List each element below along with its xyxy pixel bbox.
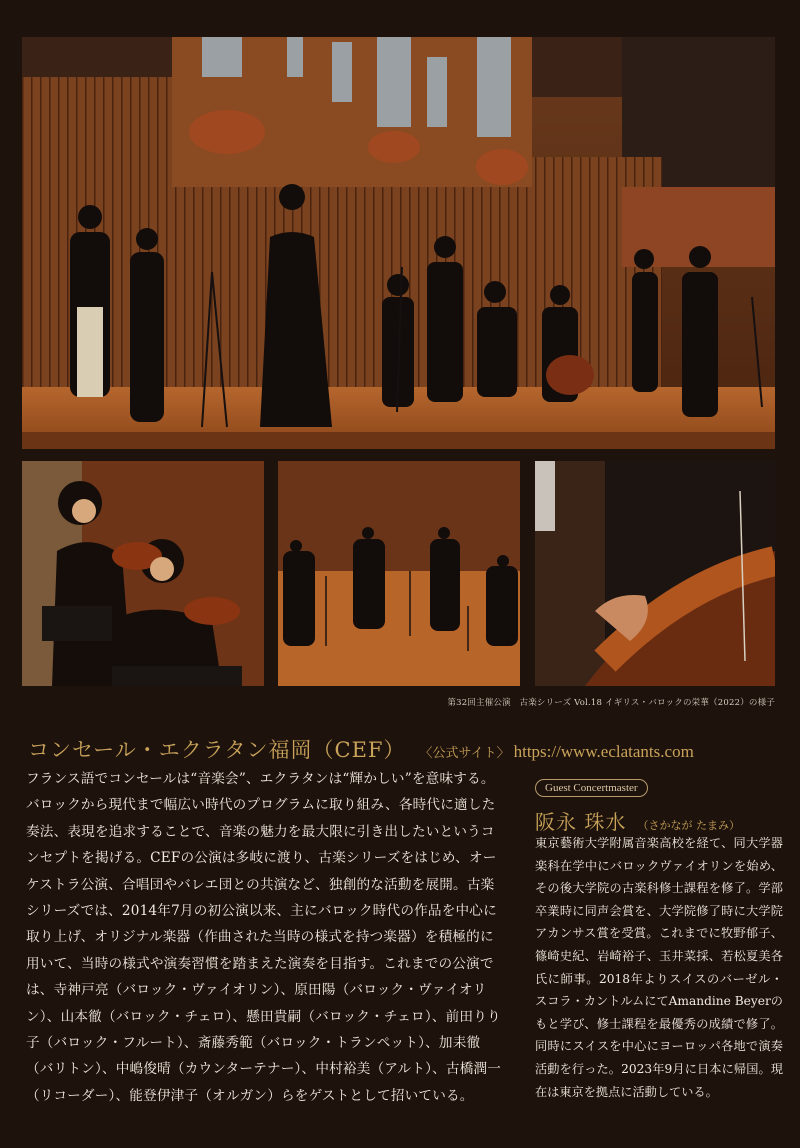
official-site-label: 〈公式サイト〉	[419, 746, 510, 761]
concert-hall-photo	[22, 37, 775, 449]
guest-name-row	[535, 806, 740, 835]
guest-biography: 東京藝術大学附属音楽高校を経て、同大学器楽科在学中にバロックヴァイオリンを始め、その後大学院の古楽科修士課程を修了。学部卒業時に同声会賞を、大学院修了時に大学院アカンサス賞を受賞。これまでに牧野郁子、篠崎史紀、岩崎裕子、玉井菜採、若松夏美各氏に師事。2018年よりスイスのバーゼル・スコラ・カントルムにてAmandine Beyerのもと学び、修士課程を最優秀の成績で修了。同時にスイスを中心にヨーロッパ各地で演奏活動を行った。2023年9月に日本に帰国。現在は東京を拠点に活動している。	[535, 836, 783, 1099]
guest-name-reading: （さかなが たまみ）	[637, 819, 740, 832]
violin-closeup-photo	[535, 461, 775, 686]
ensemble-description: フランス語でコンセールは“音楽会”、エクラタンは“輝かしい”を意味する。バロックから現代まで幅広い時代のプログラムに取り組み、各時代に適した奏法、表現を追求することで、音楽の魅力を最大限に引き出したいというコンセプトを掲げる。CEFの公演は多岐に渡り、古楽シリーズをはじめ、オーケストラ公演、合唱団やバレエ団との共演など、独創的な活動を展開。古楽シリーズでは、2014年7月の初公演以来、主にバロック時代の作品を中心に取り上げ、オリジナル楽器（作曲された当時の様式を持つ楽器）を積極的に用いて、当時の様式や演奏習慣を踏まえた演奏を目指す。これまでの公演では、寺神戸亮（バロック・ヴァイオリン）、原田陽（バロック・ヴァイオリン）、山本徹（バロック・チェロ）、懸田貴嗣（バロック・チェロ）、前田りり子（バロック・フルート）、斎藤秀範（バロック・トランペット）、加耒徹（バリトン）、中嶋俊晴（カウンターテナー）、中村裕美（アルト）、古橋潤一（リコーダー）、能登伊津子（オルガン）らをゲストとして招いている。	[26, 771, 502, 1104]
official-site-url[interactable]: https://www.eclatants.com	[513, 742, 694, 761]
ensemble-stage-photo	[278, 461, 520, 686]
ensemble-title: コンセール・エクラタン福岡（CEF）	[28, 738, 406, 762]
guest-name: 阪永 珠水	[535, 810, 627, 834]
section-heading	[28, 734, 778, 764]
violinists-photo	[22, 461, 264, 686]
guest-concertmaster-badge: Guest Concertmaster	[535, 779, 648, 797]
photo-caption: 第32回主催公演 古楽シリーズ Vol.18 イギリス・バロックの栄華（2022）の様子	[447, 698, 775, 708]
